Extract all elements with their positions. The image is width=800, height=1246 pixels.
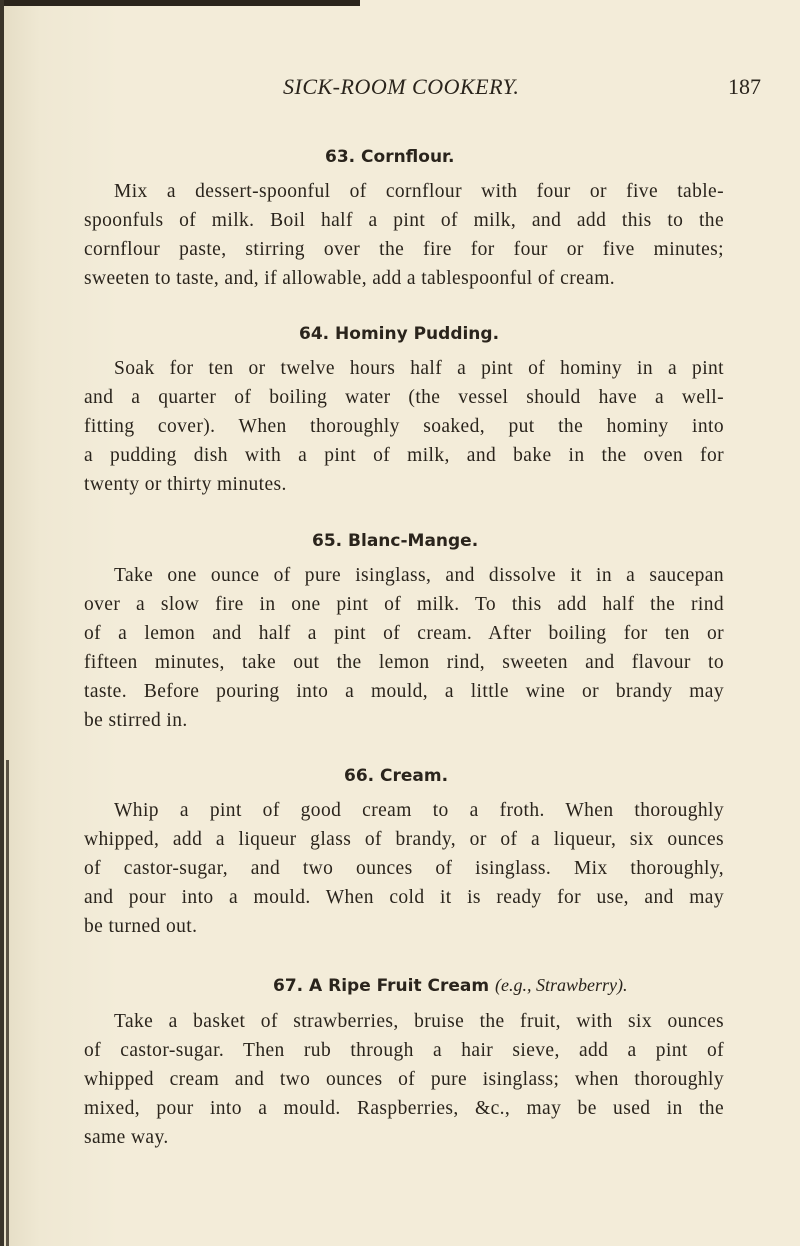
recipe-line: over a slow fire in one pint of milk. To this add half the rind xyxy=(84,594,724,615)
recipe-line: spoonfuls of milk. Boil half a pint of milk, and add this to the xyxy=(84,210,724,231)
recipe-line: of a lemon and half a pint of cream. After boiling for ten or xyxy=(84,623,724,644)
page-number: 187 xyxy=(728,74,761,99)
recipe-line: and a quarter of boiling water (the vessel should have a well- xyxy=(84,387,724,408)
recipe-line: whipped, add a liqueur glass of brandy, or of a liqueur, six ounces xyxy=(84,829,724,850)
recipe-line: Whip a pint of good cream to a froth. When thoroughly xyxy=(114,800,724,821)
recipe-line: of castor-sugar. Then rub through a hair sieve, add a pint of xyxy=(84,1040,724,1061)
recipe-line: fitting cover). When thoroughly soaked, put the hominy into xyxy=(84,416,724,437)
recipe-line: fifteen minutes, take out the lemon rind, sweeten and flavour to xyxy=(84,652,724,673)
recipe-line: be turned out. xyxy=(84,916,198,937)
recipe-title-main: 67. A Ripe Fruit Cream xyxy=(273,976,490,996)
recipe-line: twenty or thirty minutes. xyxy=(84,474,287,495)
recipe-line: of castor-sugar, and two ounces of isinglass. Mix thoroughly, xyxy=(84,858,724,879)
recipe-line: be stirred in. xyxy=(84,710,188,731)
page-spine-edge-lower xyxy=(6,760,9,1246)
recipe-title-cream: 66. Cream. xyxy=(344,766,449,786)
running-header-title: SICK-ROOM COOKERY. xyxy=(283,74,520,99)
recipe-title-note: (e.g., Strawberry). xyxy=(495,975,628,995)
recipe-line: Take one ounce of pure isinglass, and dissolve it in a saucepan xyxy=(114,565,724,586)
recipe-line: a pudding dish with a pint of milk, and bake in the oven for xyxy=(84,445,724,466)
recipe-line: Take a basket of strawberries, bruise the fruit, with six ounces xyxy=(114,1011,724,1032)
recipe-line: cornflour paste, stirring over the fire for four or five minutes; xyxy=(84,239,724,260)
recipe-title-blanc-mange: 65. Blanc-Mange. xyxy=(312,531,479,551)
recipe-title-cornflour: 63. Cornflour. xyxy=(325,147,455,167)
page-spine-edge xyxy=(0,0,4,1246)
recipe-title-hominy-pudding: 64. Hominy Pudding. xyxy=(299,324,500,344)
recipe-line: and pour into a mould. When cold it is ready for use, and may xyxy=(84,887,724,908)
top-rule xyxy=(0,0,360,6)
recipe-line: taste. Before pouring into a mould, a little wine or brandy may xyxy=(84,681,724,702)
recipe-title-ripe-fruit-cream xyxy=(273,975,628,996)
recipe-line: same way. xyxy=(84,1127,169,1148)
recipe-line: sweeten to taste, and, if allowable, add a tablespoonful of cream. xyxy=(84,268,616,289)
recipe-line: mixed, pour into a mould. Raspberries, &c., may be used in the xyxy=(84,1098,724,1119)
recipe-line: Soak for ten or twelve hours half a pint of hominy in a pint xyxy=(114,358,724,379)
recipe-line: whipped cream and two ounces of pure isinglass; when thoroughly xyxy=(84,1069,724,1090)
recipe-line: Mix a dessert-spoonful of cornflour with four or five table- xyxy=(114,181,724,202)
